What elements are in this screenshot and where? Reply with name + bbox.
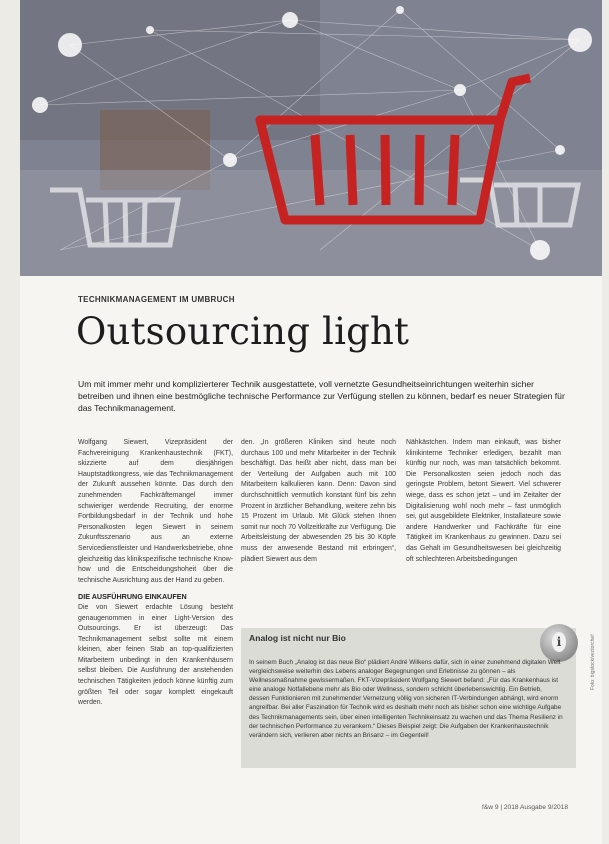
photo-credit: Foto: bigstock/vectorchef (590, 634, 596, 690)
paragraph: Nähkästchen. Indem man einkauft, was bisher klinikinterne Techniker erledigen, bezahlt man künftig nur noch, was man tatsächlich bekommt. Die Personalkosten seien jedoch noch das geringste Problem, betont Siewert. Viel schwerer wiege, dass es schon jetzt – und im Zeitalter der Digitalisierung wohl noch mehr – fast unmöglich sei, gut ausgebildete Elektriker, Installateure sowie andere Handwerker und Fachkräfte für eine Tätigkeit im Krankenhaus zu gewinnen. Dazu sei das Gehalt im Gesundheitswesen bei gleichzeitig oft schlechteren Arbeitsbedingungen (406, 439, 561, 563)
info-glyph: i (552, 632, 566, 652)
article-intro: Um mit immer mehr und komplizierterer Technik ausgestattete, voll vernetzte Gesundheitseinrichtungen weiterhin sicher betreiben und ihnen eine bestmögliche technische Performance zur Verfügung stellen zu können, bedarf es neuer Strategien für das Technikmanagement. (78, 379, 565, 413)
paragraph: den. „In größeren Kliniken sind heute noch durchaus 100 und mehr Mitarbeiter in der Technik beschäftigt. Das heißt aber nicht, dass man bei der Verteilung der Aufgaben auch mit 100 Mitarbeitern kalkulieren kann. Denn: Davon sind durchschnittlich vermutlich konstant fünf bis zehn Prozent in ärztlicher Behandlung, weitere zehn bis 15 Prozent im Urlaub. Mit Glück stehen Ihnen somit nur noch 70 Vollzeitkräfte zur Verfügung. Die Arbeitsleistung der abwesenden 25 bis 30 Köpfe muss der anwesende Bestand mit erbringen“, plädiert Siewert aus dem (241, 439, 396, 563)
shopping-cart-network-illustration (20, 0, 602, 276)
magazine-page (20, 0, 602, 844)
section-heading: DIE AUSFÜHRUNG EINKAUFEN (78, 592, 187, 602)
hero-image (20, 0, 602, 276)
text-column-3 (406, 438, 561, 628)
article-kicker: TECHNIKMANAGEMENT IM UMBRUCH (78, 295, 235, 304)
info-icon (540, 624, 578, 662)
paragraph: Wolfgang Siewert, Vizepräsident der Fachvereinigung Krankenhaustechnik (FKT), skizzierte auf dem diesjährigen Hauptstadtkongress, wie das Technikmanagement der Zukunft aussehen könnte. Das durch den zunehmenden Fachkräftemangel immer schwieriger werdende Recruiting, der enorme Fortbildungsbedarf in der Technik und hohe Personalkosten legen Siewert in seinem Zukunftsszenario aus an externe Servicedienstleister und Handwerksbetriebe, ohne gleichzeitig das klinikspezifische technische Know-how und die Entscheidungshoheit über die technische Ausrichtung aus der Hand zu geben. (78, 439, 233, 584)
infobox-text: In seinem Buch „Analog ist das neue Bio“ plädiert André Wilkens dafür, sich in einer zunehmend digitalen Welt vergleichsweise weiterhin des Lebens analoger Begegnungen und Erlebnisse zu gönnen – als Wellnessmaßnahme gewissermaßen. FKT-Vizepräsident Wolfgang Siewert befand: „Für das Krankenhaus ist eine analoge Notfallebene mehr als Bio oder Wellness, sondern schlicht überlebenswichtig. Ein Betrieb, dessen Funktionieren mit zunehmender Vernetzung völlig von sicheren IT-Verbindungen abhängt, wird enorm angreifbar. Bei aller Faszination für Technik wird es deshalb mehr noch als bisher schon eine wichtige Aufgabe des Technikmanagements sein, über einen intelligenten Technikeinsatz zu wachen und das Thema Resilienz in der technischen Performance zu verankern.“ Dieses Beispiel zeigt: Die Aufgaben der Krankenhaustechnik verändern sich, verlieren aber nichts an Brisanz – im Gegenteil! (249, 659, 563, 739)
article-title: Outsourcing light (76, 310, 410, 353)
text-column-1 (78, 438, 233, 713)
page-footer: f&w 9 | 2018 Ausgabe 9/2018 (482, 804, 569, 811)
paragraph: Die von Siewert erdachte Lösung besteht genaugenommen in einer Light-Version des Outsourcings. Er ist überzeugt: Das Technikmanagement selbst sollte mit einem kleinen, aber feinen Stab an top-qualifizierten Mitarbeitern unbedingt in den Krankenhäusern selbst bleiben. Die Ausführung der anstehenden technischen Tätigkeiten jedoch könne künftig zum größten Teil oder sogar komplett eingekauft werden. (78, 603, 233, 707)
infobox-title: Analog ist nicht nur Bio (249, 633, 346, 643)
text-column-2 (241, 438, 396, 628)
infobox (241, 628, 576, 768)
